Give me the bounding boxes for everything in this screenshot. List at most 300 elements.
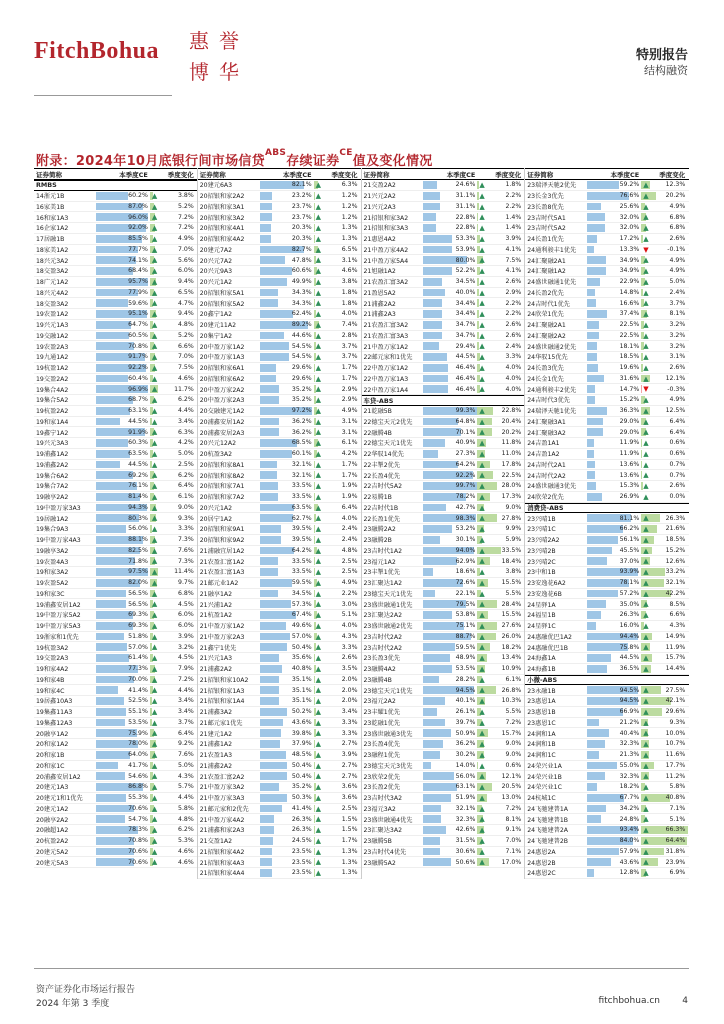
security-name: 24瑞泽天驰1优先 <box>527 408 577 416</box>
ce-value: 46.4% <box>455 385 476 393</box>
arrow-up-icon: ▲ <box>479 181 485 189</box>
table-row <box>362 771 525 782</box>
table-row <box>198 234 361 245</box>
change-value: 2.0% <box>341 697 358 705</box>
change-value: 11.9% <box>665 643 686 651</box>
security-name: 19居鑫10A3 <box>36 698 73 706</box>
change-cell <box>150 191 197 201</box>
table-row <box>525 406 689 417</box>
ce-cell <box>260 374 314 384</box>
change-cell <box>477 191 524 201</box>
ce-value: 97.5% <box>128 568 148 576</box>
ce-cell <box>96 277 150 287</box>
ce-cell <box>587 255 641 265</box>
arrow-up-icon: ▲ <box>315 417 321 426</box>
security-name: 19融享3A2 <box>36 547 69 555</box>
arrow-up-icon: ▲ <box>315 202 321 211</box>
change-value: 32.1% <box>665 579 686 587</box>
table-row <box>525 739 689 750</box>
arrow-up-icon: ▲ <box>479 621 485 630</box>
security-name: 16家美1B <box>36 203 65 211</box>
arrow-up-icon: ▲ <box>643 761 649 770</box>
change-value: 3.8% <box>341 278 358 286</box>
table-row <box>34 438 197 449</box>
ce-value: 64.2% <box>455 460 476 468</box>
change-cell <box>641 546 688 556</box>
ce-cell <box>260 578 314 588</box>
ce-cell <box>587 234 641 244</box>
change-cell <box>641 567 688 577</box>
table-row <box>198 384 361 395</box>
change-value: 11.8% <box>501 439 522 447</box>
ce-bar <box>260 482 278 490</box>
change-cell <box>641 707 688 717</box>
ce-value: 70.6% <box>128 804 148 812</box>
change-cell <box>314 642 361 652</box>
change-cell <box>314 578 361 588</box>
security-name: 21农盈汇富3A2 <box>363 322 409 330</box>
arrow-up-icon: ▲ <box>479 191 485 200</box>
ce-cell <box>587 825 641 835</box>
change-value: 20.4% <box>501 417 522 425</box>
change-cell <box>477 804 524 814</box>
security-name: 20鑫宁1A2 <box>199 311 233 319</box>
table-header <box>198 168 361 180</box>
change-cell <box>477 761 524 771</box>
ce-cell <box>96 664 150 674</box>
table-row <box>525 234 689 245</box>
change-cell <box>314 599 361 609</box>
ce-bar <box>423 213 435 221</box>
arrow-up-icon: ▲ <box>151 589 158 598</box>
ce-value: 32.1% <box>455 804 476 812</box>
ce-cell <box>96 556 150 566</box>
arrow-up-icon: ▲ <box>151 761 158 770</box>
ce-bar <box>260 622 287 630</box>
ce-cell <box>96 642 150 652</box>
page-title-pre: 附录：2024年10月底银行间市场信贷 <box>36 154 265 169</box>
security-name: 20招银和家3A2 <box>199 214 245 222</box>
security-name: 19和家4B <box>36 676 65 684</box>
change-cell <box>477 363 524 373</box>
ce-cell <box>587 524 641 534</box>
change-cell <box>641 825 688 835</box>
ce-cell <box>423 503 477 513</box>
arrow-up-icon: ▲ <box>315 374 321 383</box>
table-row <box>198 395 361 406</box>
change-cell <box>150 341 197 351</box>
ce-value: 44.5% <box>619 654 640 662</box>
change-cell <box>641 234 688 244</box>
change-cell <box>314 857 361 867</box>
change-value: -0.1% <box>667 245 686 253</box>
change-bar <box>314 461 315 469</box>
arrow-up-icon: ▲ <box>151 525 158 533</box>
change-cell <box>314 653 361 663</box>
table-row <box>198 567 361 578</box>
security-name: 18广元1A2 <box>36 279 69 287</box>
security-name: 20中盈万家2A2 <box>199 386 245 394</box>
ce-bar <box>587 213 604 221</box>
change-cell <box>150 857 197 867</box>
change-cell <box>150 621 197 631</box>
ce-value: 63.1% <box>128 407 148 415</box>
security-name: 23融腾5A2 <box>363 859 396 867</box>
table-row <box>34 331 197 342</box>
ce-bar <box>260 203 273 211</box>
table-row <box>34 599 197 610</box>
security-name: 22中盈万家1A3 <box>363 375 409 383</box>
security-name: 22德宝天元1优先 <box>363 440 413 448</box>
ce-cell <box>260 653 314 663</box>
arrow-up-icon: ▲ <box>479 568 485 576</box>
ce-cell <box>96 793 150 803</box>
ce-value: 78.2% <box>455 493 476 501</box>
ce-value: 33.5% <box>291 482 312 490</box>
security-name: 20兴元9A3 <box>199 268 233 276</box>
change-cell <box>477 739 524 749</box>
table-row <box>198 675 361 686</box>
table-row <box>362 610 525 621</box>
ce-cell <box>423 642 477 652</box>
ce-cell <box>96 202 150 212</box>
security-name: 21农盈汇富3A2 <box>363 279 409 287</box>
ce-cell <box>96 707 150 717</box>
change-value: 40.8% <box>665 794 686 802</box>
ce-value: 69.3% <box>128 622 148 630</box>
change-value: 5.2% <box>178 202 194 210</box>
ce-cell <box>96 503 150 513</box>
change-cell <box>314 470 361 480</box>
security-name: 24吉时代3优先 <box>527 397 570 405</box>
change-cell <box>314 395 361 405</box>
change-value: 3.1% <box>341 417 358 425</box>
ce-value: 29.0% <box>619 417 640 425</box>
change-cell <box>314 298 361 308</box>
change-value: 0.6% <box>505 761 522 769</box>
security-name: 23福元2A2 <box>363 698 396 706</box>
table-row <box>198 470 361 481</box>
change-cell <box>477 470 524 480</box>
change-value: 4.2% <box>341 450 358 458</box>
ce-value: 82.5% <box>128 546 148 554</box>
table-row <box>362 696 525 707</box>
arrow-up-icon: ▲ <box>643 718 649 727</box>
table-row <box>525 642 689 653</box>
footer-report-period: 2024 年第 3 季度 <box>36 999 110 1009</box>
table-row <box>198 653 361 664</box>
ce-cell <box>96 739 150 749</box>
change-value: 26.0% <box>501 632 522 640</box>
ce-cell <box>423 653 477 663</box>
table-row <box>34 234 197 245</box>
security-name: 23融腾2B <box>363 537 392 545</box>
ce-value: 99.3% <box>455 407 476 415</box>
security-name: 20和家1B <box>36 752 65 760</box>
arrow-up-icon: ▲ <box>643 793 649 802</box>
security-name: 23福元3A2 <box>363 805 396 813</box>
ce-value: 59.6% <box>128 299 148 307</box>
ce-cell <box>423 621 477 631</box>
security-name: 19和家3C <box>36 590 65 598</box>
security-name: 19集鑫12A3 <box>36 719 73 727</box>
table-row <box>198 341 361 352</box>
table-row <box>362 266 525 277</box>
ce-bar <box>260 353 289 361</box>
change-cell <box>150 524 197 534</box>
change-cell <box>641 427 688 437</box>
table-row <box>198 266 361 277</box>
change-cell <box>314 513 361 523</box>
ce-cell <box>423 599 477 609</box>
ce-cell <box>587 696 641 706</box>
ce-cell <box>96 331 150 341</box>
change-cell <box>477 621 524 631</box>
table-row <box>34 707 197 718</box>
security-name: 24海鑫1B <box>527 666 556 674</box>
change-value: 4.0% <box>341 622 358 630</box>
arrow-up-icon: ▲ <box>151 299 158 308</box>
change-value: 9.1% <box>505 826 522 834</box>
change-value: 5.7% <box>178 783 194 791</box>
change-cell <box>477 503 524 513</box>
arrow-up-icon: ▲ <box>315 568 321 576</box>
arrow-up-icon: ▲ <box>151 783 158 791</box>
ce-cell <box>260 868 314 878</box>
ce-value: 70.0% <box>128 675 148 683</box>
change-cell <box>150 825 197 835</box>
ce-cell <box>423 288 477 298</box>
ce-cell <box>260 266 314 276</box>
ce-cell <box>423 191 477 201</box>
change-cell <box>150 255 197 265</box>
ce-bar <box>96 794 126 802</box>
ce-value: 52.5% <box>128 697 148 705</box>
ce-value: 92.2% <box>128 364 148 372</box>
table-row <box>525 277 689 288</box>
change-cell <box>314 481 361 491</box>
security-name: 22邮元家和1优先 <box>363 354 413 362</box>
security-name: 23欣荣2优先 <box>363 773 401 781</box>
security-name: 19中盈万家4A3 <box>36 537 81 545</box>
change-cell <box>314 449 361 459</box>
change-value: 7.2% <box>178 213 194 221</box>
ce-value: 71.8% <box>128 557 148 565</box>
table-row <box>525 331 689 342</box>
change-value: 4.0% <box>341 310 358 318</box>
change-cell <box>477 320 524 330</box>
ce-bar <box>260 213 273 221</box>
arrow-up-icon: ▲ <box>479 503 485 512</box>
ce-cell <box>96 535 150 545</box>
ce-bar <box>96 633 124 641</box>
change-value: 7.5% <box>505 256 522 264</box>
ce-cell <box>96 245 150 255</box>
change-value: 1.3% <box>341 869 358 877</box>
ce-value: 29.6% <box>291 364 312 372</box>
ce-cell <box>587 320 641 330</box>
change-value: 2.0% <box>341 675 358 683</box>
arrow-up-icon: ▲ <box>643 740 649 748</box>
arrow-up-icon: ▲ <box>479 772 485 781</box>
footer-report-name: 资产证券化市场运行报告 <box>36 985 136 995</box>
table-row <box>34 814 197 825</box>
change-cell <box>314 718 361 728</box>
security-name: 23兴晴1C <box>527 526 556 534</box>
ce-cell <box>587 384 641 394</box>
change-value: 8.5% <box>669 600 686 608</box>
footer-site: fitchbohua.cn <box>598 996 660 1006</box>
table-row <box>525 814 689 825</box>
change-cell <box>641 642 688 652</box>
arrow-up-icon: ▲ <box>479 460 485 469</box>
table-row <box>34 782 197 793</box>
ce-cell <box>96 460 150 470</box>
table-row <box>525 718 689 729</box>
ce-bar <box>423 289 445 297</box>
ce-cell <box>260 212 314 222</box>
change-value: 9.3% <box>669 718 686 726</box>
ce-value: 95.7% <box>128 278 148 286</box>
ce-value: 31.5% <box>455 837 476 845</box>
ce-bar <box>587 525 623 533</box>
table-row <box>362 761 525 772</box>
ce-bar <box>260 869 273 877</box>
change-cell <box>314 406 361 416</box>
ce-bar <box>423 235 452 243</box>
change-cell <box>477 298 524 308</box>
table-row <box>34 395 197 406</box>
ce-bar <box>423 504 446 512</box>
change-value: 2.2% <box>505 202 522 210</box>
arrow-up-icon: ▲ <box>315 353 321 361</box>
change-bar <box>314 192 315 200</box>
change-cell <box>150 460 197 470</box>
ce-bar <box>260 665 282 673</box>
change-value: 4.6% <box>178 858 194 866</box>
ce-value: 34.3% <box>291 299 312 307</box>
ce-cell <box>96 395 150 405</box>
security-name: 19杭盈2A2 <box>36 408 69 416</box>
arrow-up-icon: ▲ <box>315 514 321 523</box>
table-row <box>362 524 525 535</box>
ce-value: 14.7% <box>619 385 640 393</box>
header-ce: 本季度CE <box>119 170 148 179</box>
table-row <box>525 653 689 664</box>
security-name: 20集宁1A2 <box>199 332 233 340</box>
change-value: 4.8% <box>178 815 194 823</box>
security-name: 20居宁1A2 <box>199 515 233 523</box>
header-name: 证券简称 <box>527 170 554 179</box>
security-name: 24通利骏丰2优先 <box>527 386 577 394</box>
arrow-up-icon: ▲ <box>643 299 649 308</box>
change-value: 4.3% <box>178 772 194 780</box>
arrow-up-icon: ▲ <box>315 600 321 609</box>
ce-value: 40.9% <box>455 439 476 447</box>
ce-bar <box>587 654 611 662</box>
table-row <box>362 363 525 374</box>
table-row <box>198 352 361 363</box>
change-cell <box>477 449 524 459</box>
security-name: 22德宝天元2优先 <box>363 418 413 426</box>
ce-cell <box>423 857 477 867</box>
change-cell <box>150 664 197 674</box>
change-value: 6.8% <box>178 589 194 597</box>
change-cell <box>641 449 688 459</box>
change-cell <box>150 406 197 416</box>
arrow-up-icon: ▲ <box>315 331 321 340</box>
ce-cell <box>423 245 477 255</box>
security-name: 23吉时代5A2 <box>527 225 566 233</box>
header-ce: 本季度CE <box>282 170 312 179</box>
ce-value: 56.5% <box>128 589 148 597</box>
arrow-up-icon: ▲ <box>315 869 321 877</box>
ce-bar <box>587 740 604 748</box>
change-value: 3.3% <box>341 729 358 737</box>
ce-bar <box>96 192 128 200</box>
change-cell <box>150 589 197 599</box>
change-cell <box>477 707 524 717</box>
ce-cell <box>587 857 641 867</box>
ce-value: 57.0% <box>128 643 148 651</box>
change-value: 4.9% <box>669 256 686 264</box>
arrow-up-icon: ▲ <box>479 761 485 770</box>
ce-cell <box>96 610 150 620</box>
table-row <box>34 535 197 546</box>
ce-value: 50.6% <box>455 858 476 866</box>
ce-bar <box>96 375 129 383</box>
table-row <box>34 503 197 514</box>
arrow-up-icon: ▲ <box>151 256 158 265</box>
ce-bar <box>423 740 443 748</box>
change-value: 6.0% <box>178 267 194 275</box>
arrow-up-icon: ▲ <box>643 181 649 189</box>
arrow-up-icon: ▲ <box>643 482 649 490</box>
section-header: 小微-ABS <box>525 675 689 686</box>
ce-cell <box>260 449 314 459</box>
ce-bar <box>96 697 124 705</box>
ce-bar <box>587 332 599 340</box>
change-value: 2.4% <box>669 288 686 296</box>
arrow-up-icon: ▲ <box>151 245 158 254</box>
ce-value: 33.5% <box>291 493 312 501</box>
ce-value: 31.1% <box>455 202 476 210</box>
table-row <box>198 771 361 782</box>
change-cell <box>314 277 361 287</box>
table-row <box>198 180 361 191</box>
change-cell <box>477 535 524 545</box>
ce-bar <box>423 332 442 340</box>
ce-bar <box>423 267 451 275</box>
change-value: 8.1% <box>669 310 686 318</box>
security-name: 23吉时代1A2 <box>363 547 403 555</box>
security-name: 21邮元业1A2 <box>199 580 239 588</box>
security-name: 23融腾4A2 <box>363 666 396 674</box>
security-name: 23安逸花6B <box>527 590 562 598</box>
ce-bar <box>96 332 129 340</box>
header-change: 季度变化 <box>659 170 686 179</box>
arrow-up-icon: ▲ <box>643 729 649 738</box>
change-value: 4.9% <box>669 202 686 210</box>
security-name: 23惠恩1A <box>527 698 556 706</box>
table-row <box>362 309 525 320</box>
ce-cell <box>96 309 150 319</box>
change-bar <box>314 375 315 383</box>
change-value: 10.9% <box>501 665 522 673</box>
table-row <box>34 298 197 309</box>
table-row <box>198 427 361 438</box>
change-bar <box>477 213 478 221</box>
